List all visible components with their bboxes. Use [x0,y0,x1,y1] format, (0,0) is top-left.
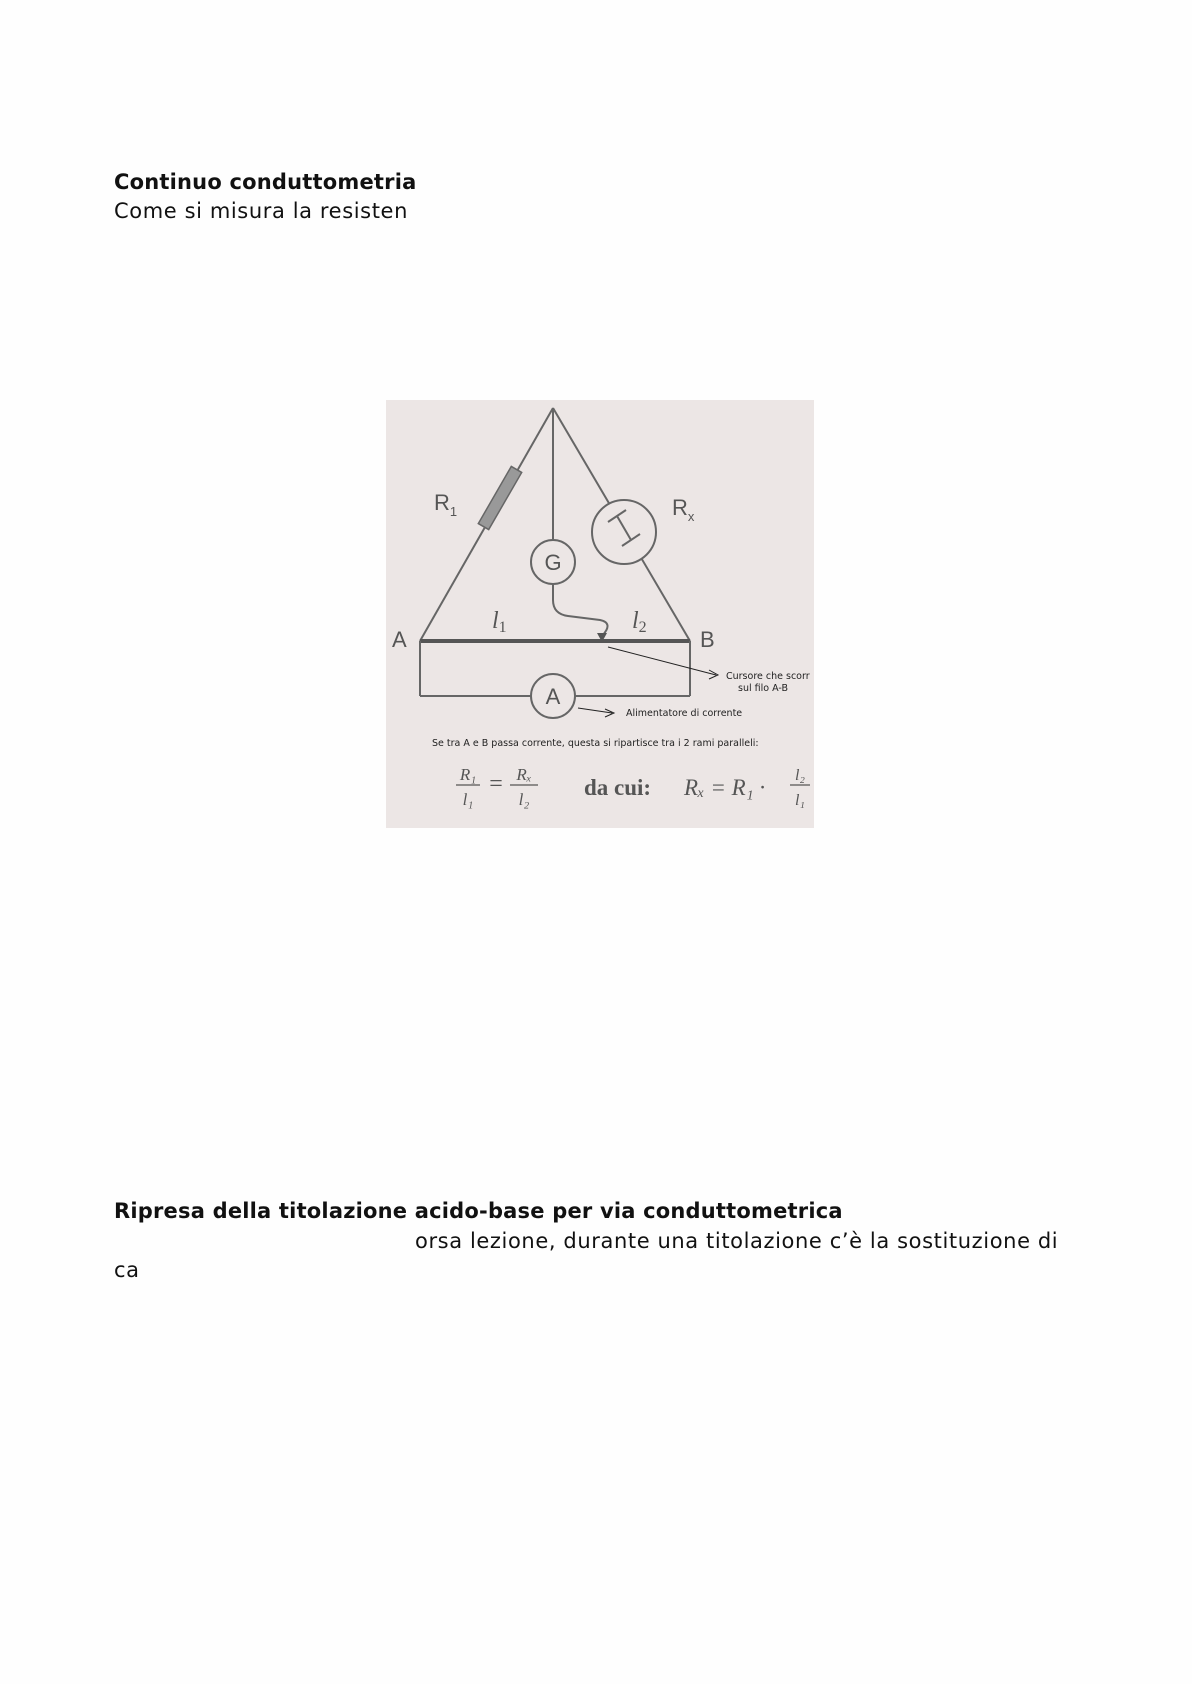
l1-label: l1 [492,608,507,636]
r1-label: $R_1$ [434,490,458,519]
paragraph-text: Come si misura la resisten [114,199,408,223]
formula-den-result: l₁ [794,792,806,809]
l2-label: l2 [632,608,647,636]
cursor-annotation-line2: sul filo A-B [738,683,788,694]
formula-equals: = [489,771,503,797]
formula-result-lhs: Rₓ = R₁ · [684,775,766,800]
section-heading: Continuo conduttometria [114,170,417,194]
formula-num-result: l₂ [794,767,806,784]
ammeter-label: A [545,684,561,709]
formula-den-right: l₂ [518,790,530,809]
wheatstone-bridge-figure [386,400,814,828]
paragraph-text-line1: orsa lezione, durante una titolazione c’è la sostituzione di [415,1229,1059,1253]
rx-label: $R_x$ [672,495,695,524]
formula-den-left: l₁ [462,790,474,809]
section-heading: Ripresa della titolazione acido-base per via conduttometrica [114,1199,843,1223]
figure-svg [386,400,814,828]
paragraph-text-line2: ca [114,1258,140,1282]
cursor-annotation-line1: Cursore che scorr [726,671,810,682]
galvanometer-label: G [544,550,562,575]
node-a-label: A [392,627,407,652]
cell-rx [592,500,656,564]
formula-da-cui: da cui: [584,775,652,800]
node-b-label: B [700,627,715,652]
formula-num-left: R₁ [459,765,477,784]
figure-background [386,400,814,828]
figure-note: Se tra A e B passa corrente, questa si ripartisce tra i 2 rami paralleli: [432,738,759,749]
power-annotation: Alimentatore di corrente [626,708,743,719]
formula-num-right: Rₓ [516,765,532,784]
